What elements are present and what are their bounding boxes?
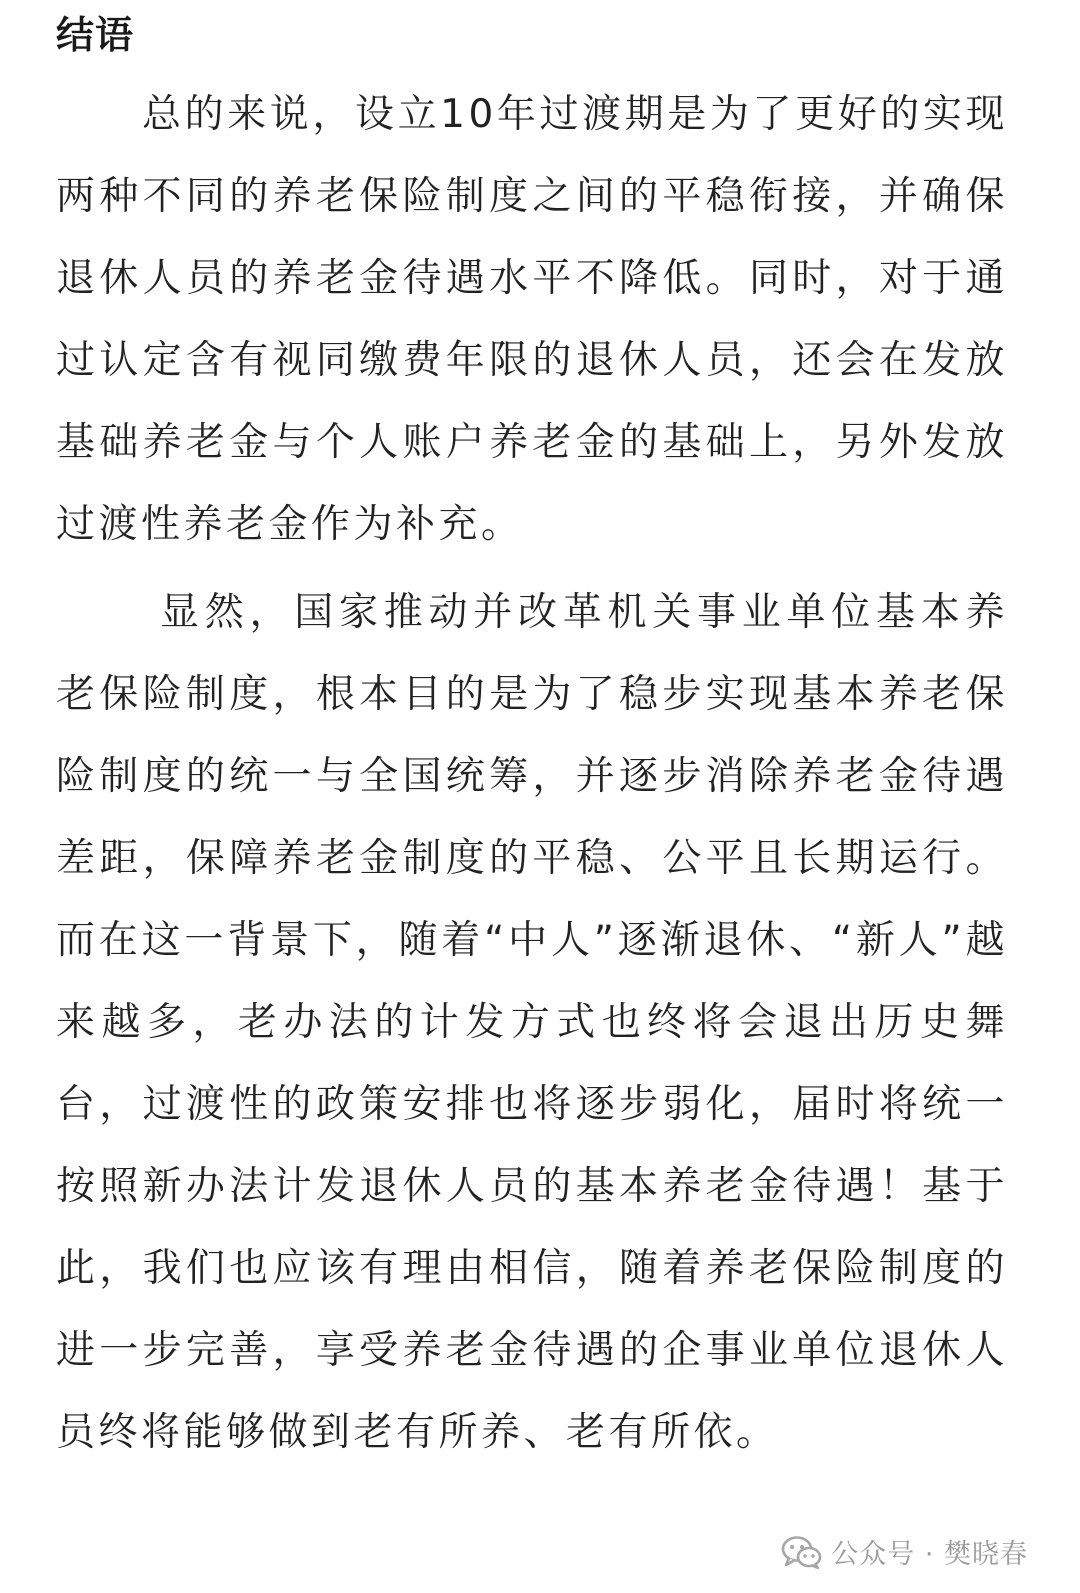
article: [56, 0, 1008, 1474]
watermark-text: 公众号 · 樊晓春: [831, 1539, 1028, 1570]
watermark: [781, 1532, 1028, 1571]
paragraph-conclusion: 显然，国家推动并改革机关事业单位基本养老保险制度，根本目的是为了稳步实现基本养老保险制度的统一与全国统筹，并逐步消除养老金待遇差距，保障养老金制度的平稳、公平且长期运行。而在这一背景下，随着“中人”逐渐退休、“新人”越来越多，老办法的计发方式也终将会退出历史舞台，过渡性的政策安排也将逐步弱化，届时将统一按照新办法计发退休人员的基本养老金待遇！基于此，我们也应该有理由相信，随着养老保险制度的进一步完善，享受养老金待遇的企事业单位退休人员终将能够做到老有所养、老有所依。: [56, 590, 1008, 1455]
section-heading: 结语: [56, 13, 135, 57]
wechat-icon: [781, 1535, 823, 1569]
paragraph-summary: 总的来说，设立10年过渡期是为了更好的实现两种不同的养老保险制度之间的平稳衔接，并确保退休人员的养老金待遇水平不降低。同时，对于通过认定含有视同缴费年限的退休人员，还会在发放基础养老金与个人账户养老金的基础上，另外发放过渡性养老金作为补充。: [56, 92, 1008, 547]
